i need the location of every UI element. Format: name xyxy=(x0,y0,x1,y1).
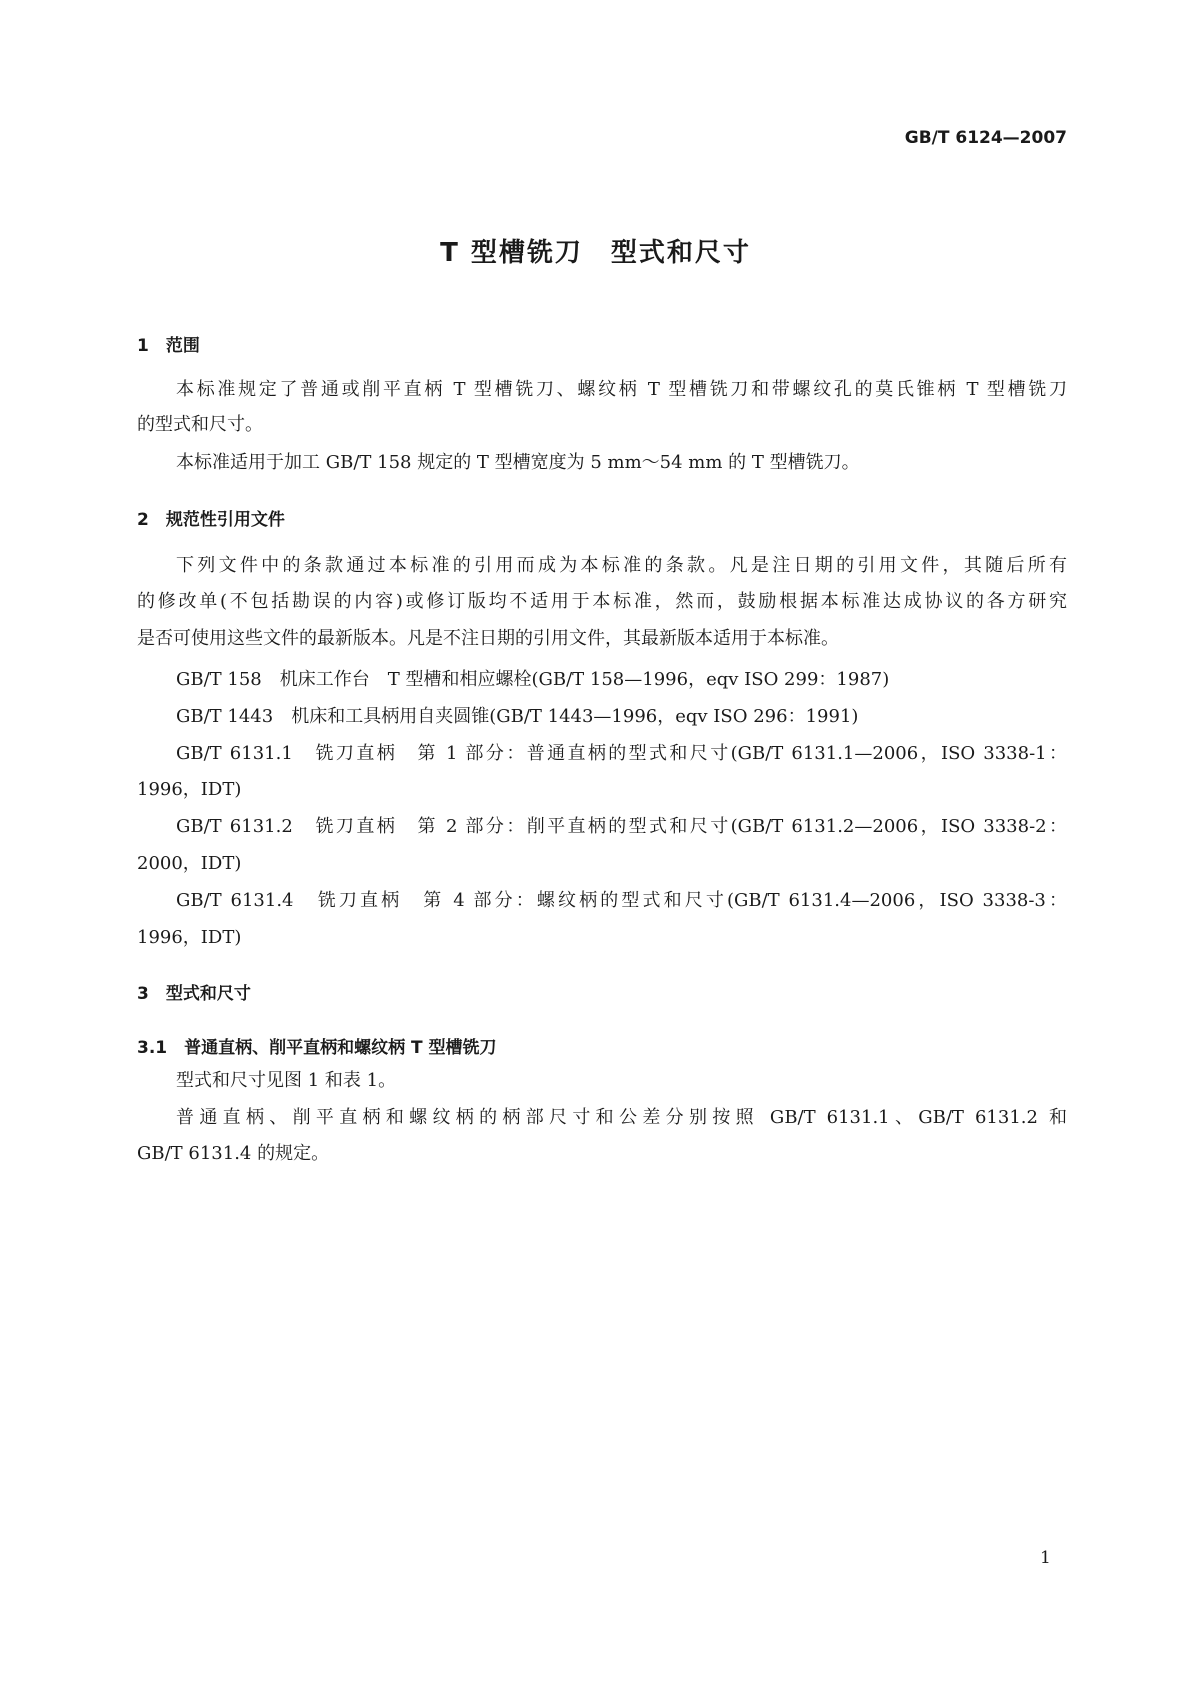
reference-item: GB/T 6131.2 铣刀直柄 第 2 部分：削平直柄的型式和尺寸(GB/T 6131.2—2006，ISO 3338-2： xyxy=(176,816,1067,837)
reference-item: GB/T 1443 机床和工具柄用自夹圆锥(GB/T 1443—1996，eqv ISO 296：1991) xyxy=(176,706,859,727)
paragraph-line: 本标准规定了普通或削平直柄 T 型槽铣刀、螺纹柄 T 型槽铣刀和带螺纹孔的莫氏锥柄 T 型槽铣刀 xyxy=(176,379,1067,400)
paragraph-line: 普通直柄、削平直柄和螺纹柄的柄部尺寸和公差分别按照 GB/T 6131.1、GB/T 6131.2 和 xyxy=(176,1107,1067,1128)
reference-item: GB/T 6131.1 铣刀直柄 第 1 部分：普通直柄的型式和尺寸(GB/T 6131.1—2006，ISO 3338-1： xyxy=(176,743,1067,764)
reference-item: GB/T 158 机床工作台 T 型槽和相应螺栓(GB/T 158—1996，eqv ISO 299：1987) xyxy=(176,669,890,690)
paragraph: 型式和尺寸见图 1 和表 1。 xyxy=(176,1070,397,1091)
section-1-heading: 1 范围 xyxy=(137,336,200,356)
reference-item-cont: 2000，IDT) xyxy=(137,853,242,874)
reference-item-cont: 1996，IDT) xyxy=(137,927,242,948)
section-3-heading: 3 型式和尺寸 xyxy=(137,984,251,1004)
document-code: GB/T 6124—2007 xyxy=(904,128,1067,148)
paragraph: 本标准适用于加工 GB/T 158 规定的 T 型槽宽度为 5 mm～54 mm 的 T 型槽铣刀。 xyxy=(176,452,860,473)
reference-item: GB/T 6131.4 铣刀直柄 第 4 部分：螺纹柄的型式和尺寸(GB/T 6131.4—2006，ISO 3338-3： xyxy=(176,890,1067,911)
page-number: 1 xyxy=(1040,1548,1051,1568)
paragraph-line: 是否可使用这些文件的最新版本。凡是不注日期的引用文件，其最新版本适用于本标准。 xyxy=(137,628,839,649)
paragraph-line: 的修改单(不包括勘误的内容)或修订版均不适用于本标准，然而，鼓励根据本标准达成协议的各方研究 xyxy=(137,591,1067,612)
document-title: T 型槽铣刀 型式和尺寸 xyxy=(440,238,751,268)
paragraph-line: 的型式和尺寸。 xyxy=(137,414,263,435)
section-2-heading: 2 规范性引用文件 xyxy=(137,510,285,530)
paragraph-line: 下列文件中的条款通过本标准的引用而成为本标准的条款。凡是注日期的引用文件，其随后所有 xyxy=(176,555,1067,576)
paragraph-line: GB/T 6131.4 的规定。 xyxy=(137,1143,330,1164)
reference-item-cont: 1996，IDT) xyxy=(137,779,242,800)
section-3-1-heading: 3.1 普通直柄、削平直柄和螺纹柄 T 型槽铣刀 xyxy=(137,1038,497,1058)
